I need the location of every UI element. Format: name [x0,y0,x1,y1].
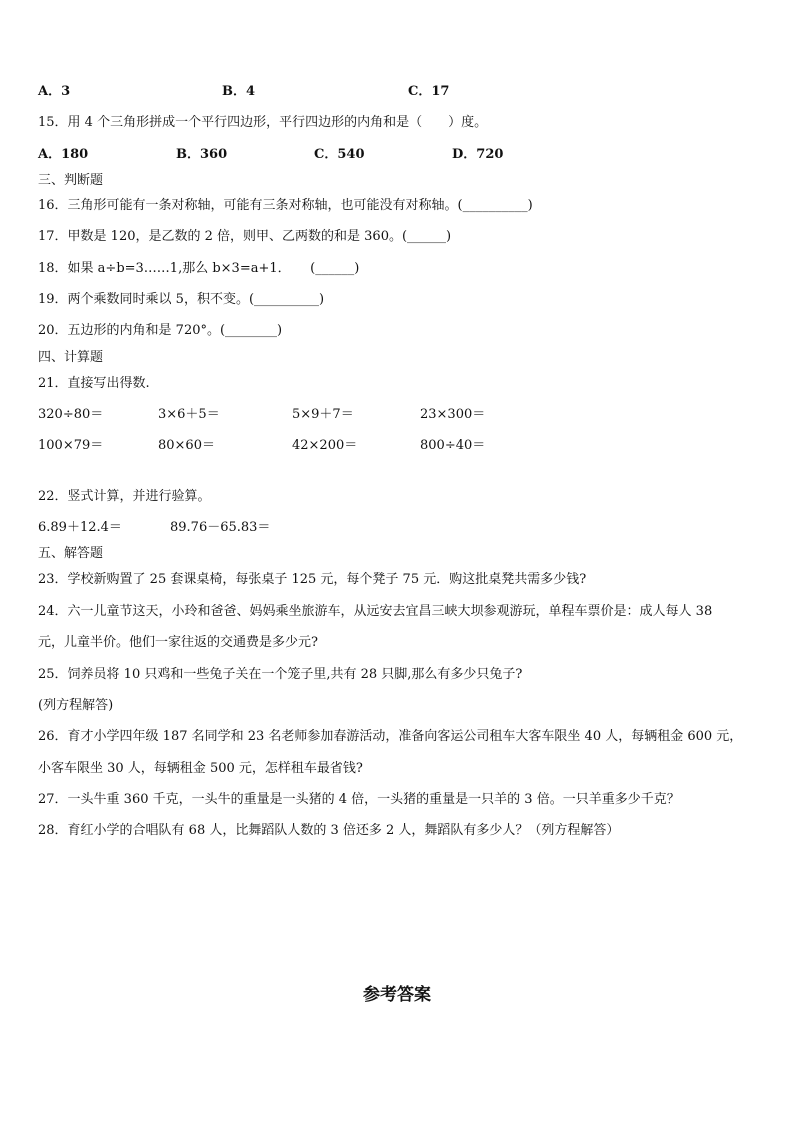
question-21: 21．直接写出得数. [38,376,150,391]
question-16: 16．三角形可能有一条对称轴，可能有三条对称轴，也可能没有对称轴。(__________) [38,198,533,213]
question-22: 22．竖式计算，并进行验算。 [38,489,211,504]
q21-item: 23×300＝ [420,407,486,422]
question-15: 15．用 4 个三角形拼成一个平行四边形，平行四边形的内角和是（ ）度。 [38,115,488,130]
q21-item: 80×60＝ [158,438,215,453]
q15-option-b: B．360 [176,147,228,162]
section-solve-heading: 五、解答题 [38,546,104,561]
question-27: 27．一头牛重 360 千克，一头牛的重量是一头猪的 4 倍，一头猪的重量是一只羊的 3 倍。一只羊重多少千克？ [38,792,680,807]
question-17: 17．甲数是 120，是乙数的 2 倍，则甲、乙两数的和是 360。(______) [38,229,452,244]
question-24-line-1: 24．六一儿童节这天，小玲和爸爸、妈妈乘坐旅游车，从远安去宜昌三峡大坝参观游玩，单程车票价是：成人每人 38 [38,604,713,619]
q15-option-d: D．720 [452,147,504,162]
q21-item: 42×200＝ [292,438,358,453]
question-26-line-1: 26．育才小学四年级 187 名同学和 23 名老师参加春游活动，准备向客运公司租车大客车限坐 40 人，每辆租金 600 元， [38,729,743,744]
question-25: 25．饲养员将 10 只鸡和一些兔子关在一个笼子里,共有 28 只脚,那么有多少只兔子? [38,667,523,682]
q21-item: 5×9＋7＝ [292,407,354,422]
q14-option-c: C．17 [408,84,450,99]
question-20: 20．五边形的内角和是 720°。(________) [38,323,283,338]
section-calc-heading: 四、计算题 [38,350,104,365]
q22-item: 89.76－65.83＝ [170,520,271,535]
question-18: 18．如果 a÷b=3……1,那么 b×3=a+1． (______) [38,261,360,276]
q14-option-a: A．3 [38,84,71,99]
q21-item: 800÷40＝ [420,438,486,453]
question-23: 23．学校新购置了 25 套课桌椅，每张桌子 125 元，每个凳子 75 元．购这批桌凳共需多少钱? [38,572,587,587]
question-28: 28．育红小学的合唱队有 68 人，比舞蹈队人数的 3 倍还多 2 人，舞蹈队有多少人？（列方程解答） [38,823,620,838]
q21-item: 320÷80＝ [38,407,104,422]
section-judge-heading: 三、判断题 [38,173,104,188]
question-19: 19．两个乘数同时乘以 5，积不变。(__________) [38,292,325,307]
q21-item: 3×6＋5＝ [158,407,220,422]
q15-option-c: C．540 [314,147,365,162]
answer-key-title: 参考答案 [363,985,431,1005]
q14-option-b: B．4 [222,84,256,99]
question-24-line-2: 元，儿童半价。他们一家往返的交通费是多少元? [38,635,318,650]
q22-item: 6.89＋12.4＝ [38,520,122,535]
q15-option-a: A．180 [38,147,89,162]
q21-item: 100×79＝ [38,438,104,453]
question-26-line-2: 小客车限坐 30 人，每辆租金 500 元，怎样租车最省钱? [38,761,363,776]
question-25-note: (列方程解答) [38,698,114,713]
